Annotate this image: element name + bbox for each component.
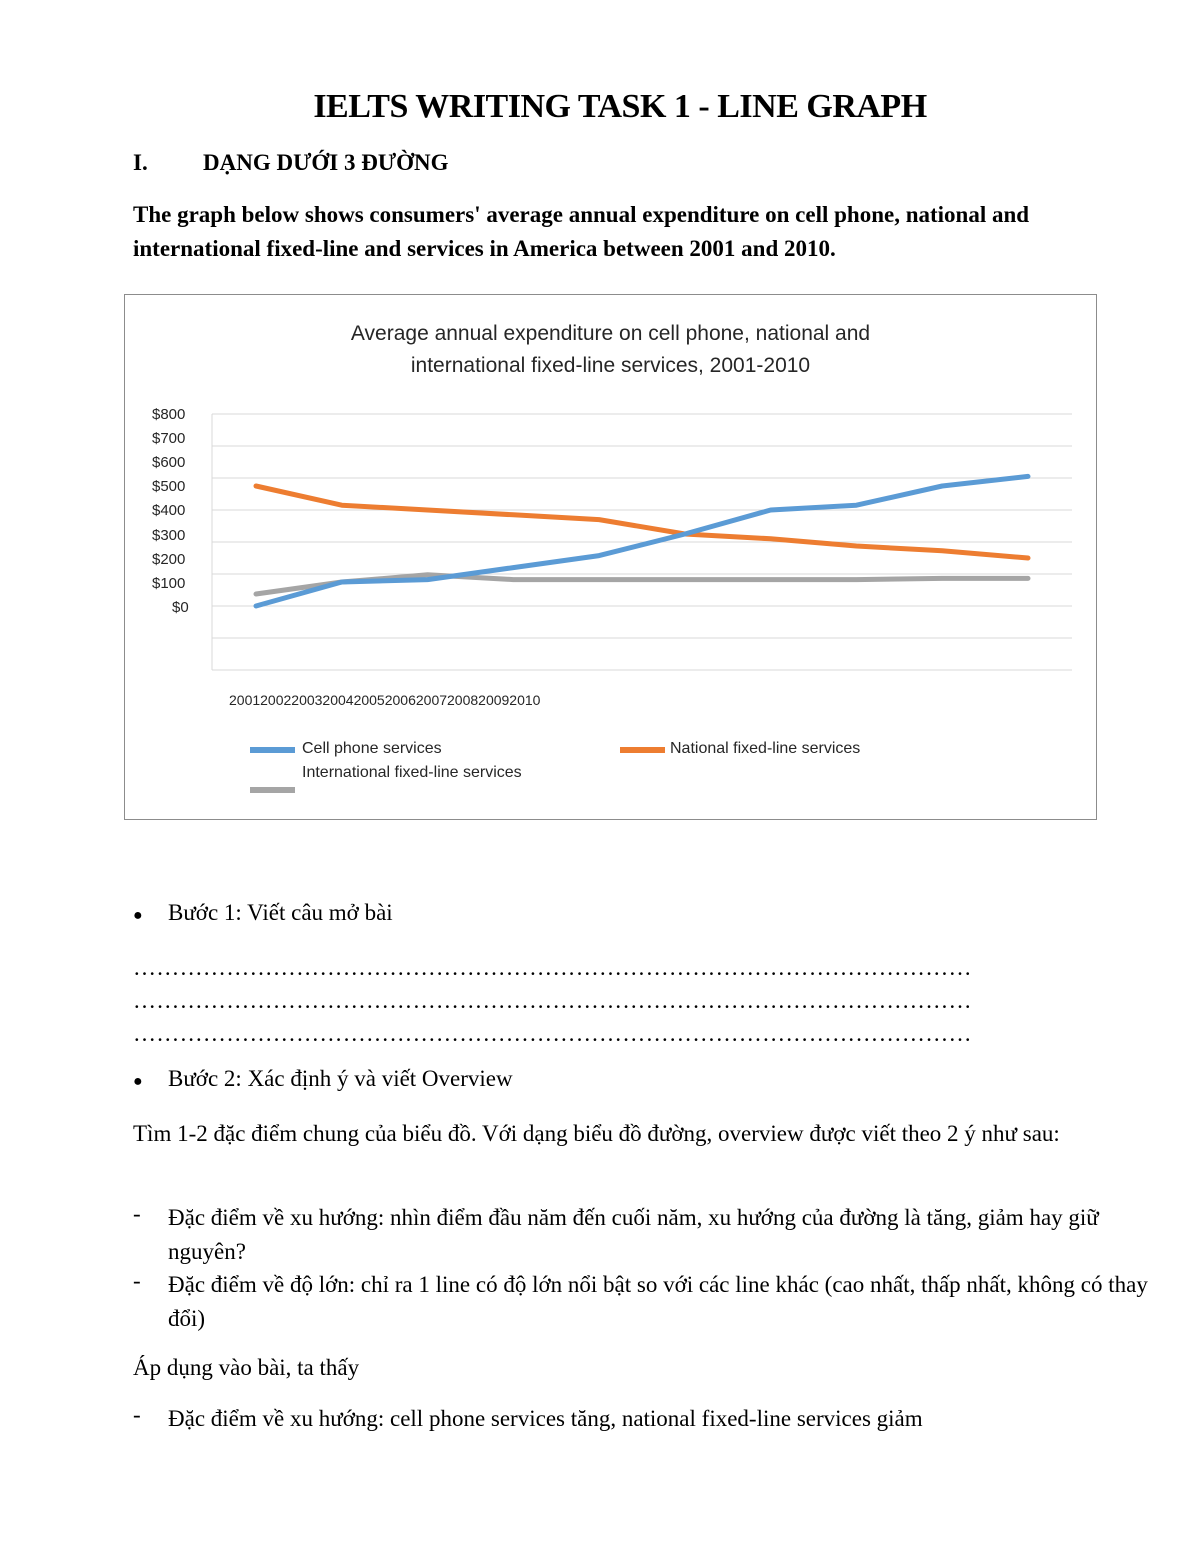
section-title: DẠNG DƯỚI 3 ĐƯỜNG (203, 150, 449, 175)
series-line-cell-phone-services (256, 476, 1028, 606)
legend-label-international: International fixed-line services (302, 764, 522, 781)
answer-line[interactable]: ……………………………………………………………………………………………… (133, 1021, 972, 1046)
answer-line[interactable]: ……………………………………………………………………………………………… (133, 955, 972, 980)
y-tick-label: $100 (152, 575, 186, 592)
answer-line[interactable]: ……………………………………………………………………………………………… (133, 988, 972, 1013)
dash-marker: - (133, 1268, 141, 1293)
step-1-text: Bước 1: Viết câu mở bài (168, 900, 393, 925)
overview-instructions: Tìm 1-2 đặc điểm chung của biểu đồ. Với dạng biểu đồ đường, overview được viết theo 2 ý như sau: (133, 1121, 1060, 1146)
magnitude-feature-item: Đặc điểm về độ lớn: chỉ ra 1 line có độ lớn nổi bật so với các line khác (cao nhất, thấp nhất, không có thay đổi) (168, 1272, 1148, 1331)
bullet-icon: ● (133, 1073, 143, 1090)
legend-label-national: National fixed-line services (670, 740, 861, 757)
y-tick-label: $300 (152, 527, 186, 544)
chart-title-line-1: Average annual expenditure on cell phone, national and (350, 322, 871, 345)
applied-trend-item: Đặc điểm về xu hướng: cell phone services tăng, national fixed-line services giảm (168, 1406, 923, 1431)
y-tick-label: $600 (152, 454, 186, 471)
y-tick-label: $400 (152, 502, 186, 519)
y-tick-label: $0 (172, 599, 189, 616)
section-number: I. (133, 150, 148, 175)
task-prompt: The graph below shows consumers' average annual expenditure on cell phone, national and international fixed-line and services in America between 2001 and 2010. (133, 202, 1030, 261)
plot-series (256, 476, 1028, 606)
y-tick-label: $700 (152, 430, 186, 447)
y-tick-label: $800 (152, 406, 186, 423)
chart-title-line-2: international fixed-line services, 2001-2010 (410, 354, 811, 377)
y-tick-label: $200 (152, 551, 186, 568)
apply-text: Áp dụng vào bài, ta thấy (133, 1355, 360, 1380)
legend-swatch-international (250, 787, 295, 793)
trend-feature-item: Đặc điểm về xu hướng: nhìn điểm đầu năm đến cuối năm, xu hướng của đường là tăng, giảm hay giữ nguyên? (168, 1205, 1099, 1264)
legend-swatch-national (620, 747, 665, 753)
x-axis-category-labels: 2001200220032004200520062007200820092010 (229, 692, 541, 708)
step-1 (133, 900, 143, 926)
legend-label-cell-phone: Cell phone services (302, 740, 442, 757)
y-tick-label: $500 (152, 478, 186, 495)
page-title: IELTS WRITING TASK 1 - LINE GRAPH (313, 88, 927, 125)
step-2 (133, 1066, 143, 1092)
step-2-text: Bước 2: Xác định ý và viết Overview (168, 1066, 513, 1091)
legend-swatch-cell-phone (250, 747, 295, 753)
series-line-international-fixed-line-services (256, 575, 1028, 594)
dash-marker: - (133, 1402, 141, 1427)
bullet-icon: ● (133, 907, 143, 924)
gridlines (212, 414, 1072, 670)
dash-marker: - (133, 1201, 141, 1226)
